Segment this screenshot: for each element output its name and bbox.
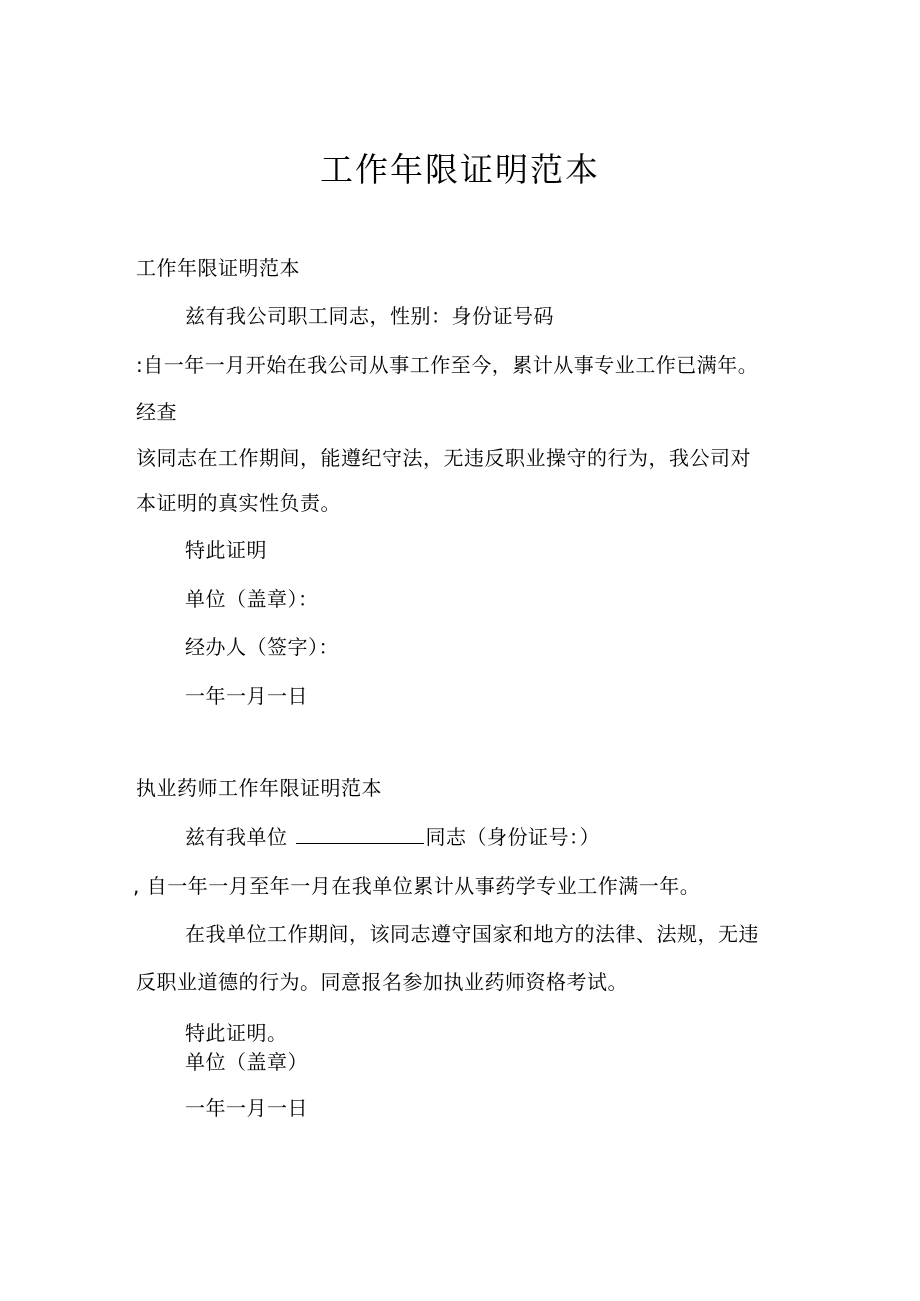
section1-closing: 特此证明: [185, 538, 267, 562]
name-blank-underline: [296, 825, 424, 844]
document-title: 工作年限证明范本: [320, 150, 600, 189]
section2-paragraph-line: , 自一年一月至年一月在我单位累计从事药学专业工作满一年。: [133, 874, 701, 898]
section1-date: 一年一月一日: [185, 684, 308, 708]
section2-unit-seal: 单位（盖章）: [185, 1050, 308, 1074]
section1-unit-seal: 单位（盖章）：: [185, 587, 319, 611]
section1-paragraph-line: 该同志在工作期间，能遵纪守法，无违反职业操守的行为，我公司对: [136, 446, 751, 470]
section2-paragraph-line: 反职业道德的行为。同意报名参加执业药师资格考试。: [136, 970, 628, 994]
section1-handler-signature: 经办人（签字）：: [185, 635, 339, 659]
section1-paragraph-line: 兹有我公司职工同志，性别：身份证号码: [185, 304, 554, 328]
section2-heading: 执业药师工作年限证明范本: [136, 776, 382, 800]
section2-line1-suffix: 同志（身份证号：）: [425, 825, 600, 849]
section2-closing: 特此证明。: [185, 1021, 288, 1045]
section2-line1-prefix: 兹有我单位: [185, 825, 288, 849]
section2-date: 一年一月一日: [185, 1096, 308, 1120]
section1-heading: 工作年限证明范本: [136, 256, 300, 280]
section1-paragraph-line: 本证明的真实性负责。: [136, 491, 341, 515]
section1-paragraph-line: 经查: [136, 400, 177, 424]
section2-paragraph-line: 在我单位工作期间，该同志遵守国家和地方的法律、法规，无违: [185, 922, 759, 946]
section2-paragraph-line: [185, 825, 600, 849]
section1-paragraph-line: :自一年一月开始在我公司从事工作至今，累计从事专业工作已满年。: [136, 353, 759, 377]
